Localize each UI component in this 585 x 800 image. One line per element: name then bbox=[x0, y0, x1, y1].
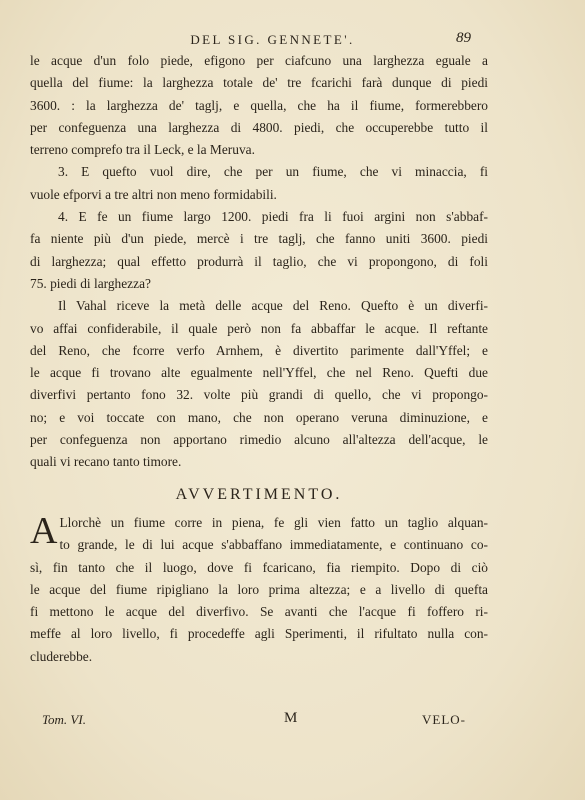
signature-mark: M bbox=[284, 710, 298, 726]
text-line: le acque fi trovano alte egualmente nell'Yffel, che nel Reno. Quefti due bbox=[30, 365, 488, 381]
text-line: quella del fiume: la larghezza totale de' tre fcarichi farà dunque di piedi bbox=[30, 75, 488, 91]
text-line: Il Vahal riceve la metà delle acque del Reno. Quefto è un diverfi- bbox=[58, 298, 488, 314]
text-line: 3600. : la larghezza de' taglj, e quella, che ha il fiume, formerebbero bbox=[30, 97, 488, 113]
section-heading: AVVERTIMENTO. bbox=[175, 485, 343, 503]
text-line: 4. E fe un fiume largo 1200. piedi fra li fuoi argini non s'abbaf- bbox=[58, 209, 488, 225]
text-line: Llorchè un fiume corre in piena, fe gli vien fatto un taglio alquan- bbox=[59, 514, 488, 530]
section-paragraph bbox=[30, 509, 488, 668]
text-line: to grande, le di lui acque s'abbaffano immediatamente, e continuano co- bbox=[59, 537, 488, 553]
drop-cap: A bbox=[30, 509, 58, 552]
text-line: per confeguenza non apportano rimedio alcuno all'altezza dell'acque, le bbox=[30, 432, 488, 448]
text-line: per confeguenza una larghezza di 4800. piedi, che occuperebbe tutto il bbox=[30, 119, 488, 135]
text-line: fa niente più d'un piede, mercè i tre taglj, che fanno uniti 3600. piedi bbox=[30, 231, 488, 247]
volume-mark: Tom. VI. bbox=[42, 712, 86, 727]
text-line: del Reno, che fcorre verfo Arnhem, è divertito parimente dall'Yffel; e bbox=[30, 342, 488, 358]
text-line: 3. E quefto vuol dire, che per un fiume, che vi minaccia, fi bbox=[58, 164, 488, 180]
text-line: fi mettono le acque del diverfivo. Se avanti che l'acque fi foffero ri- bbox=[30, 604, 488, 620]
running-title: DEL SIG. GENNETE'. bbox=[190, 32, 355, 47]
text-line: sì, fin tanto che il luogo, dove fi fcaricano, fia riempito. Dopo di ciò bbox=[30, 559, 488, 575]
text-line: vo affai confiderabile, il quale però non fa abbaffar le acque. Il reftante bbox=[30, 320, 488, 336]
text-line: vuole efporvi a tre altri non meno formidabili. bbox=[30, 186, 277, 202]
text-line: quali vi recano tanto timore. bbox=[30, 454, 182, 470]
text-line: cluderebbe. bbox=[30, 648, 93, 664]
text-line: le acque del fiume ripigliano la loro prima altezza; e a livello di quefta bbox=[30, 581, 488, 597]
page-number: 89 bbox=[456, 30, 471, 46]
text-line: meffe al loro livello, fi procedeffe agli Sperimenti, il rifultato nulla con- bbox=[30, 626, 488, 642]
text-line: 75. piedi di larghezza? bbox=[30, 275, 151, 291]
catchword: VELO- bbox=[422, 712, 466, 727]
text-line: no; e voi toccate con mano, che non operano veruna diminuzione, e bbox=[30, 409, 488, 425]
text-line: diverfivi pertanto fono 32. volte più grandi di quello, che vi propongo- bbox=[30, 387, 488, 403]
page-body bbox=[30, 50, 488, 668]
text-line: terreno comprefo tra il Leck, e la Meruva. bbox=[30, 142, 255, 158]
text-line: le acque d'un folo piede, efigono per ciafcuno una larghezza eguale a bbox=[30, 53, 488, 68]
text-line: di larghezza; qual effetto produrrà il taglio, che vi propongono, di foli bbox=[30, 253, 488, 269]
